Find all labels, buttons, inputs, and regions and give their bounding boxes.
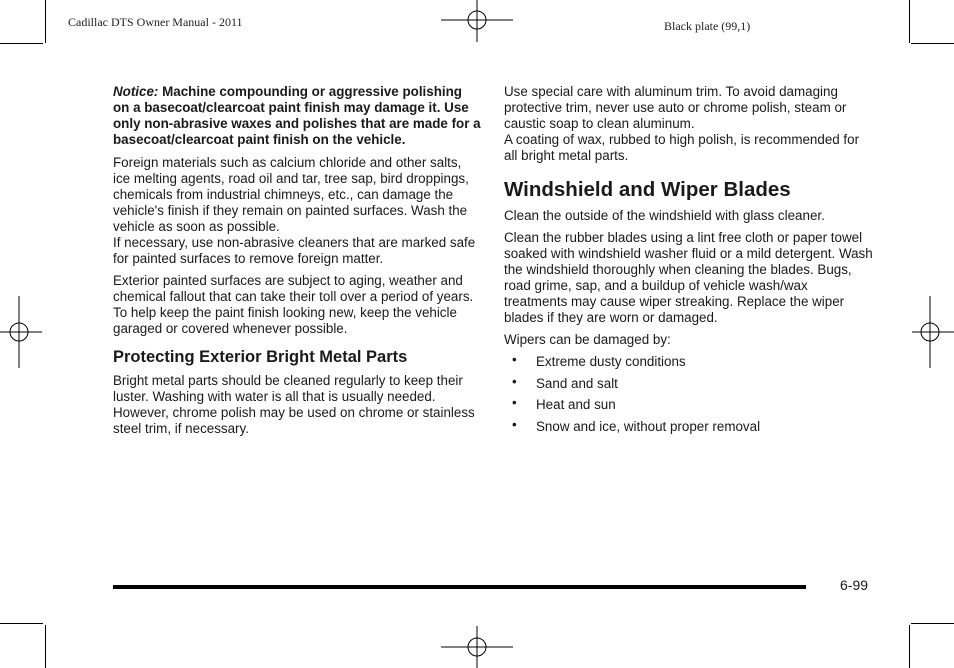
notice-text: Machine compounding or aggressive polishing on a basecoat/clearcoat paint finish may damage it. Use only non-abrasive waxes and polishes that are made for a basecoat/clearcoat paint finish on the vehicle. (113, 84, 481, 147)
right-column (504, 84, 874, 440)
list-item (504, 373, 874, 392)
list-item (504, 397, 874, 413)
crop-mark (909, 0, 910, 43)
footer-rule (113, 585, 806, 589)
paragraph-text: Use special care with aluminum trim. To avoid damaging protective trim, never use auto or chrome polish, steam or caustic soap to clean aluminum. (504, 84, 847, 131)
bullet-icon: • (512, 373, 517, 389)
left-column (113, 84, 481, 443)
crop-mark (909, 625, 910, 668)
registration-mark-icon (912, 296, 954, 368)
registration-mark-icon (0, 296, 42, 368)
bullet-icon: • (512, 416, 517, 432)
list-item-text: Sand and salt (536, 375, 618, 391)
list-item-text: Heat and sun (536, 397, 616, 412)
paragraph: Clean the outside of the windshield with glass cleaner. (504, 208, 825, 223)
list-item-text: Snow and ice, without proper removal (536, 418, 761, 434)
paragraph (113, 155, 481, 267)
paragraph-text: Foreign materials such as calcium chloride and other salts, ice melting agents, road oil and tar, tree sap, bird droppings, chemicals from industrial chimneys, etc., can damage the vehicle's finish if they remain on painted surfaces. Wash the vehicle as soon as possible. (113, 155, 469, 234)
bullet-icon: • (512, 395, 517, 410)
page-number: 6-99 (840, 577, 869, 593)
bullet-list (504, 354, 874, 435)
paragraph: Exterior painted surfaces are subject to aging, weather and chemical fallout that can take their toll over a period of years. To help keep the paint finish looking new, keep the vehicle garaged or covered whenever possible. (113, 273, 474, 336)
registration-mark-icon (441, 626, 513, 668)
crop-mark (45, 625, 46, 668)
notice-label: Notice: (113, 84, 159, 99)
header-plate: Black plate (99,1) (664, 19, 751, 33)
section-heading: Protecting Exterior Bright Metal Parts (113, 348, 408, 366)
section-heading: Windshield and Wiper Blades (504, 178, 791, 201)
crop-mark (0, 623, 43, 624)
paragraph-text: If necessary, use non-abrasive cleaners that are marked safe for painted surfaces to remove foreign matter. (113, 235, 476, 266)
paragraph: Bright metal parts should be cleaned regularly to keep their luster. Washing with water is all that is usually needed. However, chrome polish may be used on chrome or stainless steel trim, if necessary. (113, 373, 475, 436)
notice-paragraph (113, 84, 481, 148)
paragraph (504, 84, 874, 164)
paragraph: Clean the rubber blades using a lint free cloth or paper towel soaked with windshield washer fluid or a mild detergent. Wash the windshield thoroughly when cleaning the blades. Bugs, road grime, sap, and a buildup of vehicle wash/wax treatments may cause wiper streaking. Replace the wiper blades if they are worn or damaged. (504, 230, 873, 325)
crop-mark (45, 0, 46, 43)
bullet-icon: • (512, 352, 517, 367)
crop-mark (911, 623, 954, 624)
paragraph-text: A coating of wax, rubbed to high polish, is recommended for all bright metal parts. (504, 132, 860, 163)
list-item (504, 416, 874, 435)
paragraph: Wipers can be damaged by: (504, 332, 671, 347)
registration-mark-icon (441, 0, 513, 42)
list-item-text: Extreme dusty conditions (536, 354, 686, 369)
crop-mark (911, 43, 954, 44)
header-title: Cadillac DTS Owner Manual - 2011 (68, 15, 243, 29)
crop-mark (0, 43, 43, 44)
list-item (504, 354, 874, 370)
